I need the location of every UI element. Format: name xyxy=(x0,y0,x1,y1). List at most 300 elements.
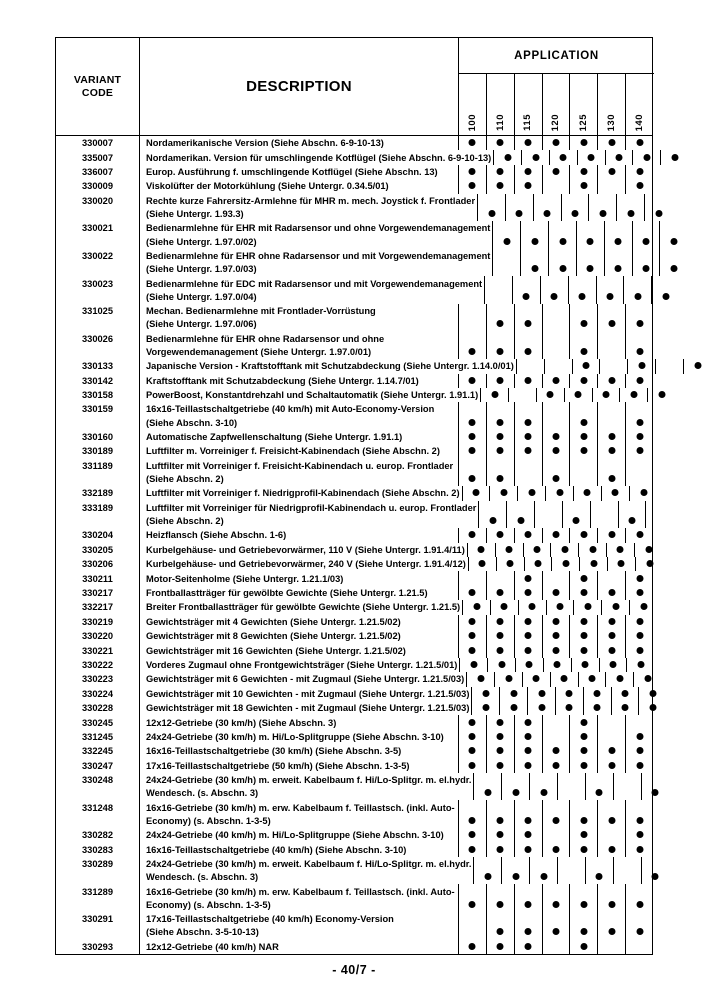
application-cell-110 xyxy=(495,672,523,686)
availability-dot-icon xyxy=(636,901,643,908)
application-cell-100 xyxy=(459,940,487,954)
availability-dot-icon xyxy=(643,154,650,161)
application-cell-110 xyxy=(487,744,515,758)
application-cell-115 xyxy=(528,701,556,715)
application-cells xyxy=(472,687,667,701)
description-line-1: Luftfilter m. Vorreiniger f. Freisicht-Kabinendach (Siehe Abschn. 2) xyxy=(146,446,440,457)
description-line-2: Vorgewendemanagement (Siehe Untergr. 1.97.0/01) xyxy=(146,346,372,357)
application-cells xyxy=(459,828,654,842)
availability-dot-icon xyxy=(510,704,517,711)
availability-dot-icon xyxy=(552,647,559,654)
application-cell-140 xyxy=(626,800,654,828)
description-cell xyxy=(140,912,459,940)
application-cell-110 xyxy=(500,701,528,715)
availability-dot-icon xyxy=(525,733,532,740)
availability-dot-icon xyxy=(608,817,615,824)
application-cell-100 xyxy=(459,571,487,585)
application-cell-130 xyxy=(608,557,636,571)
description-line-2: (Siehe Abschn. 2) xyxy=(146,474,224,485)
application-cells xyxy=(459,715,654,729)
description-line-2: (Siehe Untergr. 1.97.0/02) xyxy=(146,236,257,247)
table-row xyxy=(56,165,652,179)
availability-dot-icon xyxy=(529,603,536,610)
application-cell-110 xyxy=(500,687,528,701)
application-cell-115 xyxy=(549,249,577,277)
application-cell-125 xyxy=(593,388,621,402)
table-row xyxy=(56,940,652,954)
application-cells xyxy=(459,842,654,856)
availability-dot-icon xyxy=(497,647,504,654)
application-cell-115 xyxy=(525,557,553,571)
availability-dot-icon xyxy=(497,531,504,538)
description-cell xyxy=(140,672,467,686)
variant-code-cell: 330211 xyxy=(56,571,140,585)
availability-dot-icon xyxy=(608,618,615,625)
application-cell-115 xyxy=(515,643,543,657)
header-app-column-125 xyxy=(570,74,598,135)
availability-dot-icon xyxy=(540,873,547,880)
availability-dot-icon xyxy=(594,690,601,697)
availability-dot-icon xyxy=(617,546,624,553)
table-row xyxy=(56,276,652,304)
variant-code-cell: 330189 xyxy=(56,444,140,458)
availability-dot-icon xyxy=(470,661,477,668)
application-cell-130 xyxy=(598,828,626,842)
header-variant-code-line1: VARIANT xyxy=(73,73,122,86)
application-cell-115 xyxy=(534,194,562,222)
availability-dot-icon xyxy=(503,238,510,245)
application-cell-140 xyxy=(626,304,654,332)
availability-dot-icon xyxy=(554,661,561,668)
availability-dot-icon xyxy=(525,419,532,426)
table-row xyxy=(56,701,652,715)
application-cell-140 xyxy=(626,459,654,487)
application-cells xyxy=(459,744,654,758)
availability-dot-icon xyxy=(469,747,476,754)
application-cell-120 xyxy=(543,912,571,940)
application-cell-140 xyxy=(630,486,658,500)
availability-dot-icon xyxy=(610,661,617,668)
application-cell-100 xyxy=(479,501,507,529)
application-cell-140 xyxy=(626,730,654,744)
table-row xyxy=(56,912,652,940)
table-row xyxy=(56,430,652,444)
application-cell-140 xyxy=(626,136,654,150)
description-line-2: Economy) (s. Abschn. 1-3-5) xyxy=(146,815,271,826)
description-line-2: Wendesch. (s. Abschn. 3) xyxy=(146,788,259,799)
availability-dot-icon xyxy=(525,719,532,726)
application-cells xyxy=(459,332,654,360)
application-cell-110 xyxy=(502,857,530,885)
availability-dot-icon xyxy=(525,817,532,824)
availability-dot-icon xyxy=(531,265,538,272)
application-cell-120 xyxy=(543,715,571,729)
availability-dot-icon xyxy=(552,928,559,935)
availability-dot-icon xyxy=(612,603,619,610)
application-cell-140 xyxy=(626,940,654,954)
description-line-1: Kurbelgehäuse- und Getriebevorwärmer, 110 V (Siehe Untergr. 1.91.4/11) xyxy=(146,544,465,555)
table-row xyxy=(56,571,652,585)
availability-dot-icon xyxy=(580,320,587,327)
application-cell-110 xyxy=(487,136,515,150)
application-cells xyxy=(459,304,654,332)
application-cell-110 xyxy=(502,773,530,801)
availability-dot-icon xyxy=(552,762,559,769)
availability-dot-icon xyxy=(636,747,643,754)
application-cell-100 xyxy=(459,744,487,758)
application-cell-125 xyxy=(570,402,598,430)
application-cell-110 xyxy=(487,332,515,360)
application-cell-100 xyxy=(459,402,487,430)
application-cell-140 xyxy=(626,430,654,444)
application-cell-140 xyxy=(626,571,654,585)
application-cell-115 xyxy=(515,615,543,629)
application-cell-120 xyxy=(546,486,574,500)
availability-dot-icon xyxy=(580,348,587,355)
application-cell-140 xyxy=(626,179,654,193)
header-description-label: DESCRIPTION xyxy=(246,78,352,95)
description-cell xyxy=(140,543,468,557)
application-cell-110 xyxy=(522,150,550,164)
application-cell-115 xyxy=(573,359,601,373)
application-cell-140 xyxy=(648,388,676,402)
application-cell-140 xyxy=(626,842,654,856)
application-cell-125 xyxy=(570,165,598,179)
table-row xyxy=(56,759,652,773)
availability-dot-icon xyxy=(575,391,582,398)
header-app-column-label: 110 xyxy=(494,114,506,131)
application-cell-110 xyxy=(487,643,515,657)
description-cell xyxy=(140,194,478,222)
variant-code-cell: 330142 xyxy=(56,374,140,388)
application-cell-140 xyxy=(639,701,667,715)
availability-dot-icon xyxy=(636,632,643,639)
application-cells xyxy=(459,730,654,744)
application-cell-130 xyxy=(598,912,626,940)
application-cell-140 xyxy=(630,600,658,614)
application-cell-125 xyxy=(570,759,598,773)
variant-code-cell: 330219 xyxy=(56,615,140,629)
variant-code-cell: 332189 xyxy=(56,486,140,500)
variant-code-cell: 330291 xyxy=(56,912,140,940)
application-cell-140 xyxy=(639,687,667,701)
availability-dot-icon xyxy=(561,546,568,553)
description-cell xyxy=(140,586,459,600)
description-line-1: Kraftstofftank mit Schutzabdeckung (Siehe Untergr. 1.14.7/01) xyxy=(146,375,419,386)
variant-code-cell: 330022 xyxy=(56,249,140,277)
application-cell-115 xyxy=(515,744,543,758)
application-cell-130 xyxy=(598,643,626,657)
availability-dot-icon xyxy=(636,846,643,853)
description-cell xyxy=(140,744,459,758)
application-cell-115 xyxy=(528,687,556,701)
application-cell-125 xyxy=(584,701,612,715)
application-cell-100 xyxy=(474,857,502,885)
application-cell-115 xyxy=(515,528,543,542)
application-cell-110 xyxy=(487,571,515,585)
availability-dot-icon xyxy=(516,210,523,217)
application-cell-110 xyxy=(497,557,525,571)
application-cell-130 xyxy=(598,402,626,430)
application-cell-100 xyxy=(459,459,487,487)
application-cell-115 xyxy=(515,800,543,828)
description-line-1: 17x16-Teillastschaltgetriebe (40 km/h) Economy-Version xyxy=(146,914,394,925)
variant-code-cell: 330293 xyxy=(56,940,140,954)
availability-dot-icon xyxy=(580,589,587,596)
application-cell-140 xyxy=(626,629,654,643)
application-cell-110 xyxy=(487,940,515,954)
application-cells xyxy=(474,857,669,885)
application-cells xyxy=(459,136,654,150)
application-cell-100 xyxy=(493,221,521,249)
availability-dot-icon xyxy=(533,675,540,682)
availability-dot-icon xyxy=(566,704,573,711)
application-cell-100 xyxy=(463,600,491,614)
application-cell-140 xyxy=(626,528,654,542)
description-cell xyxy=(140,486,463,500)
availability-dot-icon xyxy=(469,531,476,538)
availability-dot-icon xyxy=(497,182,504,189)
application-cell-110 xyxy=(487,759,515,773)
table-row xyxy=(56,136,652,150)
application-cell-100 xyxy=(517,359,545,373)
application-cells xyxy=(459,586,654,600)
availability-dot-icon xyxy=(638,362,645,369)
description-line-1: Luftfilter mit Vorreiniger f. Freisicht-Kabinendach u. europ. Frontlader xyxy=(146,460,454,471)
table-row xyxy=(56,444,652,458)
table-row xyxy=(56,359,652,373)
application-cell-120 xyxy=(543,430,571,444)
description-cell xyxy=(140,501,479,529)
application-cell-100 xyxy=(494,150,522,164)
availability-dot-icon xyxy=(506,546,513,553)
availability-dot-icon xyxy=(525,831,532,838)
availability-dot-icon xyxy=(469,618,476,625)
application-cell-125 xyxy=(570,304,598,332)
availability-dot-icon xyxy=(580,943,587,950)
application-cell-140 xyxy=(626,615,654,629)
application-cell-115 xyxy=(515,332,543,360)
description-line-1: Rechte kurze Fahrersitz-Armlehne für MHR m. mech. Joystick f. Frontlader xyxy=(146,195,476,206)
availability-dot-icon xyxy=(580,901,587,908)
availability-dot-icon xyxy=(580,817,587,824)
application-cell-120 xyxy=(543,629,571,643)
availability-dot-icon xyxy=(497,618,504,625)
availability-dot-icon xyxy=(559,265,566,272)
availability-dot-icon xyxy=(552,475,559,482)
application-cell-125 xyxy=(570,430,598,444)
application-cell-115 xyxy=(530,773,558,801)
availability-dot-icon xyxy=(497,320,504,327)
application-cell-115 xyxy=(516,658,544,672)
application-cell-100 xyxy=(459,165,487,179)
availability-dot-icon xyxy=(582,362,589,369)
availability-dot-icon xyxy=(473,603,480,610)
variant-code-cell: 331289 xyxy=(56,884,140,912)
description-cell xyxy=(140,615,459,629)
application-cell-110 xyxy=(487,179,515,193)
application-cell-125 xyxy=(570,940,598,954)
availability-dot-icon xyxy=(500,489,507,496)
availability-dot-icon xyxy=(587,238,594,245)
availability-dot-icon xyxy=(608,139,615,146)
availability-dot-icon xyxy=(599,210,606,217)
application-cell-140 xyxy=(642,773,670,801)
availability-dot-icon xyxy=(612,489,619,496)
availability-dot-icon xyxy=(618,560,625,567)
availability-dot-icon xyxy=(590,560,597,567)
application-cell-125 xyxy=(589,194,617,222)
availability-dot-icon xyxy=(634,293,641,300)
table-row xyxy=(56,486,652,500)
description-cell xyxy=(140,658,460,672)
description-line-1: Bedienarmlehne für EDC mit Radarsensor und mit Vorgewendemanagement xyxy=(146,278,483,289)
description-line-1: Gewichtsträger mit 16 Gewichten (Siehe Untergr. 1.21.5/02) xyxy=(146,645,406,656)
availability-dot-icon xyxy=(525,182,532,189)
application-cell-115 xyxy=(515,430,543,444)
description-line-1: Japanische Version - Kraftstofftank mit Schutzabdeckung (Siehe Untergr. 1.14.0/01) xyxy=(146,361,514,372)
table-row xyxy=(56,744,652,758)
availability-dot-icon xyxy=(512,873,519,880)
description-cell xyxy=(140,828,459,842)
variant-code-cell: 330205 xyxy=(56,543,140,557)
availability-dot-icon xyxy=(469,348,476,355)
availability-dot-icon xyxy=(652,789,659,796)
application-cell-140 xyxy=(626,884,654,912)
application-cell-125 xyxy=(572,658,600,672)
application-cells xyxy=(459,571,654,585)
availability-dot-icon xyxy=(552,632,559,639)
variant-code-cell: 330158 xyxy=(56,388,140,402)
application-cell-130 xyxy=(600,658,628,672)
application-cells xyxy=(459,940,654,954)
application-cell-110 xyxy=(487,730,515,744)
description-cell xyxy=(140,388,481,402)
header-app-column-130 xyxy=(598,74,626,135)
description-line-1: 16x16-Teillastschaltgetriebe (40 km/h) mit Auto-Economy-Version xyxy=(146,404,435,415)
application-cell-110 xyxy=(491,600,519,614)
variant-code-cell: 330026 xyxy=(56,332,140,360)
variant-code-cell: 330021 xyxy=(56,221,140,249)
availability-dot-icon xyxy=(636,320,643,327)
availability-dot-icon xyxy=(469,733,476,740)
application-cell-120 xyxy=(543,744,571,758)
table-row xyxy=(56,528,652,542)
description-line-1: 24x24-Getriebe (40 km/h) m. Hi/Lo-Splitgruppe (Siehe Abschn. 3-10) xyxy=(146,830,444,841)
availability-dot-icon xyxy=(497,846,504,853)
availability-dot-icon xyxy=(589,546,596,553)
application-cell-130 xyxy=(598,444,626,458)
table-row xyxy=(56,221,652,249)
availability-dot-icon xyxy=(469,632,476,639)
application-cells xyxy=(463,486,658,500)
application-cells xyxy=(493,221,688,249)
application-cells xyxy=(459,430,654,444)
availability-dot-icon xyxy=(694,362,701,369)
availability-dot-icon xyxy=(525,320,532,327)
application-cell-115 xyxy=(515,179,543,193)
application-cell-110 xyxy=(545,359,573,373)
application-cell-110 xyxy=(521,221,549,249)
description-line-2: Economy) (s. Abschn. 1-3-5) xyxy=(146,899,271,910)
header-app-column-110 xyxy=(487,74,515,135)
application-cell-115 xyxy=(515,629,543,643)
availability-dot-icon xyxy=(469,647,476,654)
availability-dot-icon xyxy=(525,377,532,384)
application-cell-140 xyxy=(626,759,654,773)
description-line-2: (Siehe Abschn. 3-5-10-13) xyxy=(146,927,259,938)
table-row xyxy=(56,687,652,701)
availability-dot-icon xyxy=(472,489,479,496)
availability-dot-icon xyxy=(552,433,559,440)
application-cell-140 xyxy=(626,444,654,458)
availability-dot-icon xyxy=(580,168,587,175)
header-app-column-label: 125 xyxy=(578,113,590,131)
availability-dot-icon xyxy=(580,618,587,625)
application-cell-110 xyxy=(487,842,515,856)
availability-dot-icon xyxy=(608,168,615,175)
availability-dot-icon xyxy=(608,447,615,454)
description-cell xyxy=(140,842,459,856)
availability-dot-icon xyxy=(469,475,476,482)
application-cell-110 xyxy=(487,615,515,629)
availability-dot-icon xyxy=(594,704,601,711)
application-cell-120 xyxy=(543,586,571,600)
table-row xyxy=(56,615,652,629)
availability-dot-icon xyxy=(538,704,545,711)
availability-dot-icon xyxy=(584,489,591,496)
availability-dot-icon xyxy=(580,139,587,146)
application-cells xyxy=(469,557,664,571)
header-application-columns xyxy=(459,74,654,135)
header-application-label: APPLICATION xyxy=(514,49,599,62)
availability-dot-icon xyxy=(580,575,587,582)
availability-dot-icon xyxy=(636,618,643,625)
availability-dot-icon xyxy=(636,589,643,596)
description-line-1: Bedienarmlehne für EHR mit Radarsensor und ohne Vorgewendemanagement xyxy=(146,223,491,234)
application-cells xyxy=(460,658,655,672)
variant-code-cell: 330283 xyxy=(56,842,140,856)
application-cell-125 xyxy=(570,730,598,744)
application-cell-100 xyxy=(459,759,487,773)
description-line-1: 24x24-Getriebe (30 km/h) m. erweit. Kabelbaum f. Hi/Lo-Splitgr. m. el.hydr. xyxy=(146,775,472,786)
application-cells xyxy=(472,701,667,715)
availability-dot-icon xyxy=(638,661,645,668)
description-cell xyxy=(140,332,459,360)
application-cell-120 xyxy=(562,194,590,222)
availability-dot-icon xyxy=(608,475,615,482)
availability-dot-icon xyxy=(636,433,643,440)
application-cell-115 xyxy=(549,221,577,249)
application-cell-125 xyxy=(606,150,634,164)
description-line-2: (Siehe Abschn. 2) xyxy=(146,516,224,527)
table-row xyxy=(56,543,652,557)
application-cell-115 xyxy=(515,759,543,773)
application-cell-140 xyxy=(660,249,688,277)
variant-code-cell: 330220 xyxy=(56,629,140,643)
application-cell-130 xyxy=(620,388,648,402)
application-cell-120 xyxy=(543,759,571,773)
table-row xyxy=(56,643,652,657)
header-app-column-label: 130 xyxy=(605,113,617,131)
application-cell-115 xyxy=(515,842,543,856)
availability-dot-icon xyxy=(622,704,629,711)
variant-code-cell: 330206 xyxy=(56,557,140,571)
application-cell-120 xyxy=(551,543,579,557)
application-cell-130 xyxy=(656,359,684,373)
availability-dot-icon xyxy=(579,293,586,300)
availability-dot-icon xyxy=(636,139,643,146)
